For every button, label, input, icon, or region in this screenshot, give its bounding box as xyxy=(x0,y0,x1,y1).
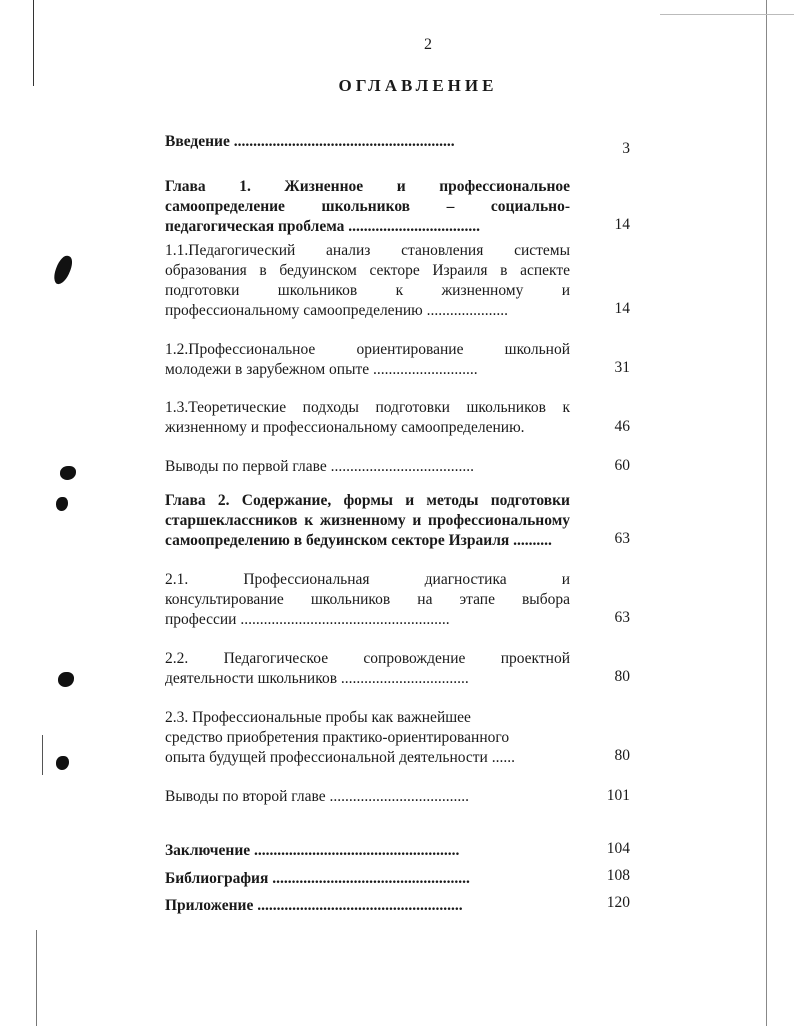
toc-entry-text: Библиография ................................................... xyxy=(165,870,470,887)
toc-page: 31 xyxy=(614,359,630,376)
toc-entry-text: Глава 1. Жизненное и профессиональное xyxy=(165,178,570,195)
toc-entry-text: профессии ...................................................... xyxy=(165,611,450,628)
toc-entry-text: Заключение ..................................................... xyxy=(165,842,460,859)
toc-page: 120 xyxy=(606,894,630,911)
ink-blot xyxy=(56,497,68,511)
toc-entry-text: профессиональному самоопределению ..................... xyxy=(165,302,508,319)
toc-entry xyxy=(165,896,570,916)
toc-page: 101 xyxy=(606,787,630,804)
toc-page: 63 xyxy=(614,530,630,547)
toc-entry-text: самоопределение школьников – социально- xyxy=(165,198,570,215)
toc-entry-text: Выводы по первой главе ..................................... xyxy=(165,458,474,475)
toc-page: 80 xyxy=(614,668,630,685)
toc-entry-text: Выводы по второй главе .................................... xyxy=(165,788,469,805)
scan-edge-line xyxy=(660,14,794,15)
ink-blot xyxy=(58,672,74,687)
toc-entry-text: средство приобретения практико-ориентированного xyxy=(165,729,510,746)
scan-edge-line xyxy=(766,0,767,1026)
toc-entry-text: молодежи в зарубежном опыте ........................... xyxy=(165,361,478,378)
toc-entry-text: консультирование школьников на этапе выбора xyxy=(165,591,570,608)
page-number: 2 xyxy=(424,36,432,53)
toc-entry xyxy=(165,869,570,889)
toc-entry-text: Приложение ..................................................... xyxy=(165,897,463,914)
page-title: ОГЛАВЛЕНИЕ xyxy=(338,76,498,95)
toc-entry-text: 1.1.Педагогический анализ становления системы xyxy=(165,242,570,259)
toc-entry xyxy=(165,649,570,689)
toc-entry-text: деятельности школьников ................................. xyxy=(165,670,469,687)
toc-entry-text: Введение ......................................................... xyxy=(165,133,455,150)
toc-entry-text: 1.2.Профессиональное ориентирование школьной xyxy=(165,341,570,358)
toc-entry xyxy=(165,132,570,152)
ink-blot xyxy=(51,254,74,287)
toc-page: 108 xyxy=(606,867,630,884)
toc-entry xyxy=(165,398,570,438)
ink-blot xyxy=(56,756,69,770)
toc-entry xyxy=(165,241,570,321)
toc-entry xyxy=(165,708,570,768)
scan-edge-line xyxy=(33,0,34,86)
toc-entry-text: жизненному и профессиональному самоопределению. xyxy=(165,419,525,436)
toc-entry-text: Глава 2. Содержание, формы и методы подготовки xyxy=(165,492,570,509)
toc-entry-text: 2.3. Профессиональные пробы как важнейшее xyxy=(165,709,471,726)
toc-page: 63 xyxy=(614,609,630,626)
toc-entry-text: подготовки школьников к жизненному и xyxy=(165,282,570,299)
toc-entry-text: старшеклассников к жизненному и профессиональному xyxy=(165,512,570,529)
toc-entry-text: 1.3.Теоретические подходы подготовки школьников к xyxy=(165,399,570,416)
toc-entry-text: 2.1. Профессиональная диагностика и xyxy=(165,571,570,588)
toc-entry xyxy=(165,457,570,477)
toc-page: 14 xyxy=(614,216,630,233)
toc-entry-text: образования в бедуинском секторе Израиля в аспекте xyxy=(165,262,570,279)
toc-page: 80 xyxy=(614,747,630,764)
toc-page: 46 xyxy=(614,418,630,435)
toc-entry-text: самоопределению в бедуинском секторе Израиля .......... xyxy=(165,532,552,549)
toc-entry xyxy=(165,787,570,807)
toc-entry-text: опыта будущей профессиональной деятельности ...... xyxy=(165,749,515,766)
toc-page: 60 xyxy=(614,457,630,474)
scan-edge-line xyxy=(42,735,43,775)
toc-entry xyxy=(165,841,570,861)
toc-entry xyxy=(165,491,570,551)
toc-entry-text: 2.2. Педагогическое сопровождение проектной xyxy=(165,650,570,667)
toc-entry xyxy=(165,570,570,630)
toc-entry xyxy=(165,340,570,380)
scan-edge-line xyxy=(36,930,37,1026)
toc-page: 14 xyxy=(614,300,630,317)
toc-page: 3 xyxy=(622,140,630,157)
toc-entry xyxy=(165,177,570,237)
toc-entry-text: педагогическая проблема .................................. xyxy=(165,218,481,235)
ink-blot xyxy=(60,466,76,480)
toc-page: 104 xyxy=(606,840,630,857)
